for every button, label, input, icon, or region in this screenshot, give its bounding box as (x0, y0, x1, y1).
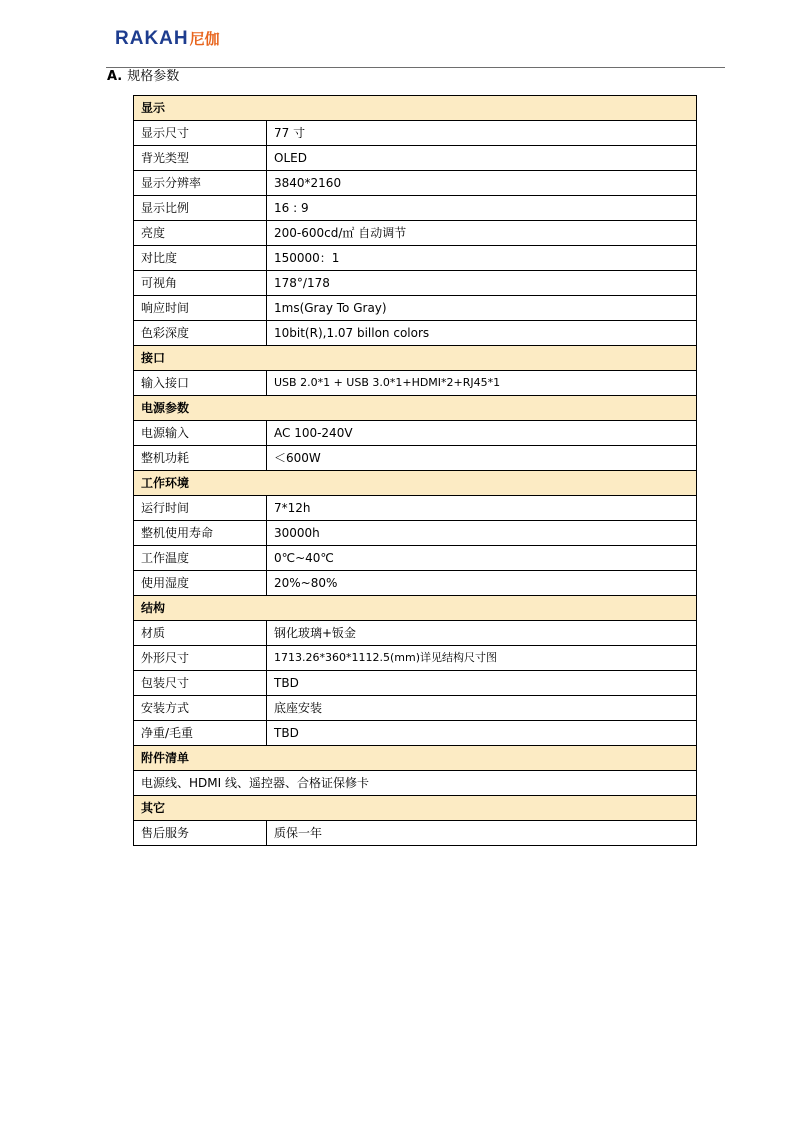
accessories-list: 电源线、HDMI 线、遥控器、合格证保修卡 (134, 771, 697, 796)
table-row (134, 271, 697, 296)
spec-value: 30000h (267, 521, 697, 546)
category-row-accessories (134, 746, 697, 771)
spec-value: 0℃~40℃ (267, 546, 697, 571)
spec-value: 150000：1 (267, 246, 697, 271)
spec-value: 77 寸 (267, 121, 697, 146)
spec-label: 显示尺寸 (134, 121, 267, 146)
table-row (134, 296, 697, 321)
spec-label: 色彩深度 (134, 321, 267, 346)
spec-value: TBD (267, 671, 697, 696)
spec-label: 输入接口 (134, 371, 267, 396)
spec-value: 7*12h (267, 496, 697, 521)
spec-label: 亮度 (134, 221, 267, 246)
spec-label: 使用湿度 (134, 571, 267, 596)
table-row (134, 496, 697, 521)
specification-table (133, 95, 697, 846)
spec-value: 质保一年 (267, 821, 697, 846)
section-letter: A. (107, 69, 123, 84)
spec-value: USB 2.0*1 + USB 3.0*1+HDMI*2+RJ45*1 (267, 371, 697, 396)
table-row (134, 671, 697, 696)
header-divider (106, 67, 725, 68)
category-title: 附件清单 (134, 746, 697, 771)
spec-value: 底座安装 (267, 696, 697, 721)
table-row (134, 171, 697, 196)
spec-value: ＜600W (267, 446, 697, 471)
spec-label: 整机功耗 (134, 446, 267, 471)
category-title: 接口 (134, 346, 697, 371)
spec-value: 1ms(Gray To Gray) (267, 296, 697, 321)
spec-label: 显示分辨率 (134, 171, 267, 196)
table-row (134, 221, 697, 246)
spec-label: 可视角 (134, 271, 267, 296)
spec-label: 售后服务 (134, 821, 267, 846)
table-row (134, 721, 697, 746)
category-row-power (134, 396, 697, 421)
spec-label: 显示比例 (134, 196, 267, 221)
category-row-interface (134, 346, 697, 371)
table-row (134, 421, 697, 446)
spec-value: 200-600cd/㎡ 自动调节 (267, 221, 697, 246)
category-title: 结构 (134, 596, 697, 621)
table-row (134, 121, 697, 146)
category-title: 其它 (134, 796, 697, 821)
table-row (134, 321, 697, 346)
category-title: 工作环境 (134, 471, 697, 496)
category-row-structure (134, 596, 697, 621)
spec-value: 20%~80% (267, 571, 697, 596)
table-row (134, 771, 697, 796)
spec-label: 外形尺寸 (134, 646, 267, 671)
spec-value: AC 100-240V (267, 421, 697, 446)
spec-value: 10bit(R),1.07 billon colors (267, 321, 697, 346)
table-row (134, 446, 697, 471)
spec-label: 整机使用寿命 (134, 521, 267, 546)
spec-label: 运行时间 (134, 496, 267, 521)
spec-label: 安装方式 (134, 696, 267, 721)
table-row (134, 371, 697, 396)
spec-value: 钢化玻璃+钣金 (267, 621, 697, 646)
table-row (134, 246, 697, 271)
spec-value: 1713.26*360*1112.5(mm)详见结构尺寸图 (267, 646, 697, 671)
company-logo (115, 29, 220, 49)
spec-value: TBD (267, 721, 697, 746)
category-row-display (134, 96, 697, 121)
category-row-other (134, 796, 697, 821)
spec-label: 工作温度 (134, 546, 267, 571)
table-row (134, 696, 697, 721)
spec-label: 包装尺寸 (134, 671, 267, 696)
table-row (134, 571, 697, 596)
table-row (134, 196, 697, 221)
table-row (134, 621, 697, 646)
spec-value: 16 : 9 (267, 196, 697, 221)
table-row (134, 821, 697, 846)
table-row (134, 521, 697, 546)
table-row (134, 146, 697, 171)
spec-label: 背光类型 (134, 146, 267, 171)
category-title: 显示 (134, 96, 697, 121)
logo-latin-text: RAKAH (115, 28, 189, 49)
spec-value: 3840*2160 (267, 171, 697, 196)
spec-label: 材质 (134, 621, 267, 646)
spec-label: 响应时间 (134, 296, 267, 321)
table-row (134, 646, 697, 671)
logo-chinese-text: 尼伽 (189, 30, 220, 48)
spec-value: OLED (267, 146, 697, 171)
spec-label: 对比度 (134, 246, 267, 271)
spec-label: 电源输入 (134, 421, 267, 446)
table-row (134, 546, 697, 571)
category-title: 电源参数 (134, 396, 697, 421)
category-row-environment (134, 471, 697, 496)
section-heading (107, 69, 179, 85)
section-title-text: 规格参数 (127, 69, 180, 84)
spec-value: 178°/178 (267, 271, 697, 296)
spec-label: 净重/毛重 (134, 721, 267, 746)
